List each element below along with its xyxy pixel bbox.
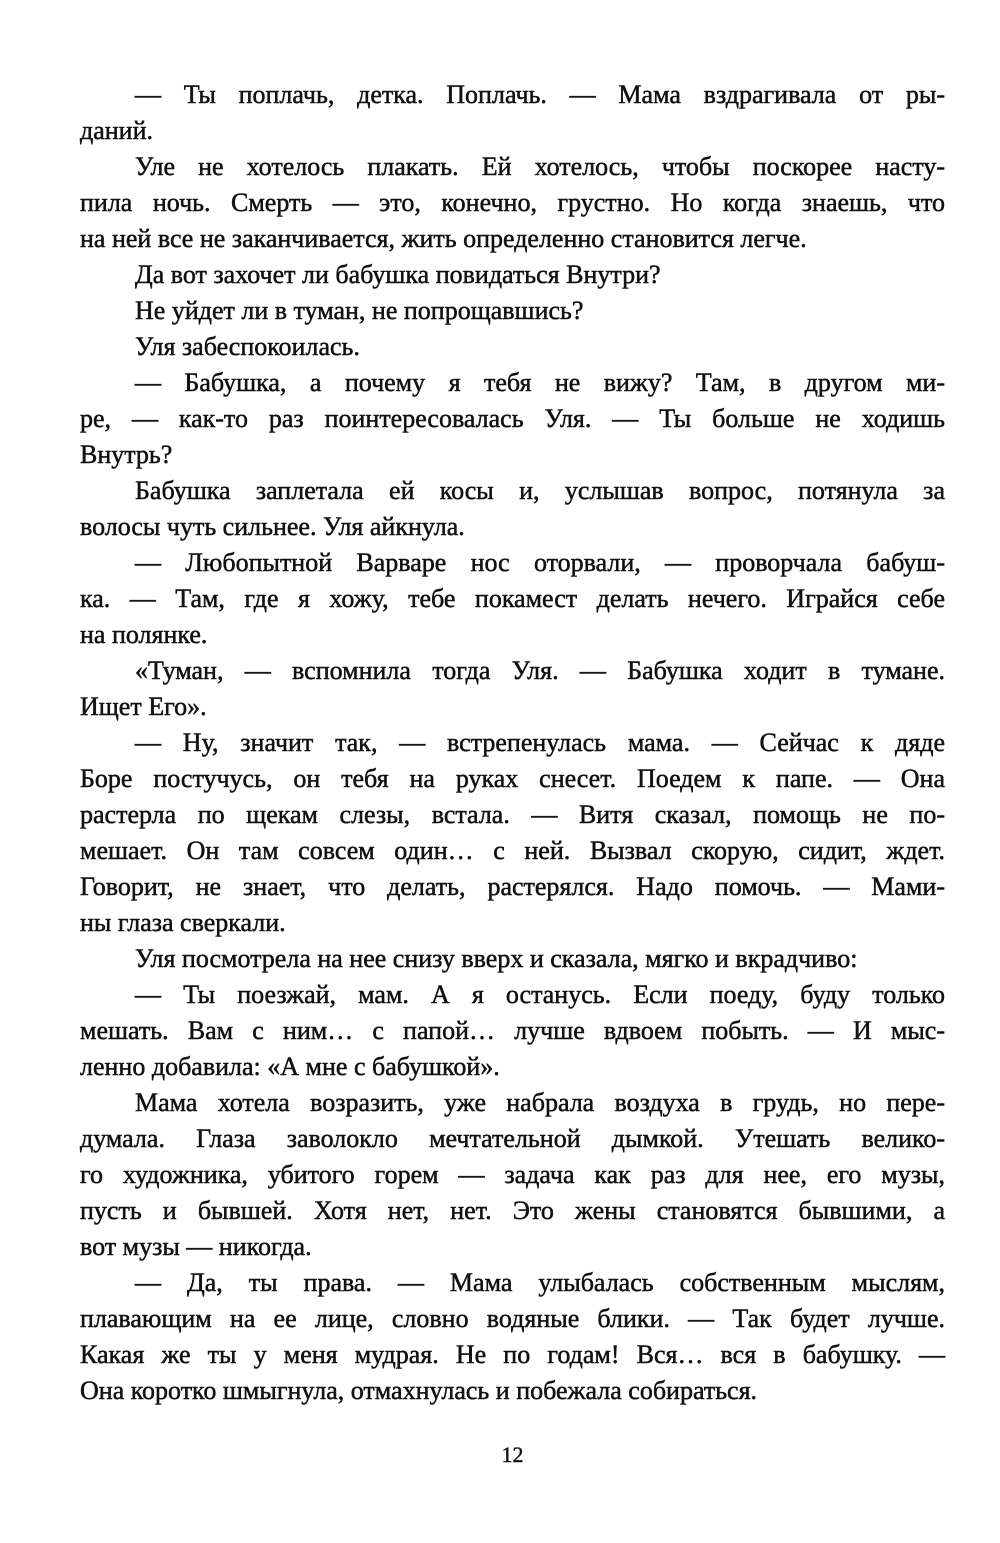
text-line: вот музы — никогда. xyxy=(80,1232,312,1261)
paragraph xyxy=(80,941,945,977)
paragraph xyxy=(80,149,945,257)
text-line: плавающим на ее лице, словно водяные блики. — Так будет лучше. xyxy=(80,1304,945,1333)
text-line: думала. Глаза заволокло мечтательной дымкой. Утешать велико- xyxy=(80,1124,945,1153)
paragraph xyxy=(80,365,945,473)
text-line: Да вот захочет ли бабушка повидаться Внутри? xyxy=(135,260,661,289)
paragraph xyxy=(80,77,945,149)
paragraph xyxy=(80,545,945,653)
text-line: Уля забеспокоилась. xyxy=(135,332,360,361)
paragraph xyxy=(80,725,945,941)
text-line: Какая же ты у меня мудрая. Не по годам! Вся… вся в бабушку. — xyxy=(80,1340,945,1369)
text-line: Уле не хотелось плакать. Ей хотелось, чтобы поскорее насту- xyxy=(135,152,945,181)
text-line: Она коротко шмыгнула, отмахнулась и побежала собираться. xyxy=(80,1376,758,1405)
text-line: на ней все не заканчивается, жить определенно становится легче. xyxy=(80,224,807,253)
paragraph xyxy=(80,1085,945,1265)
text-line: Не уйдет ли в туман, не попрощавшись? xyxy=(135,296,584,325)
text-line: — Любопытной Варваре нос оторвали, — проворчала бабуш- xyxy=(135,548,945,577)
text-line: пила ночь. Смерть — это, конечно, грустно. Но когда знаешь, что xyxy=(80,188,945,217)
text-line: — Бабушка, а почему я тебя не вижу? Там, в другом ми- xyxy=(135,368,945,397)
page-number: 12 xyxy=(501,1442,524,1467)
text-line: Внутрь? xyxy=(80,440,173,469)
text-line: ленно добавила: «А мне с бабушкой». xyxy=(80,1052,500,1081)
text-line: «Туман, — вспомнила тогда Уля. — Бабушка ходит в тумане. xyxy=(135,656,945,685)
text-line: ка. — Там, где я хожу, тебе покамест делать нечего. Играйся себе xyxy=(80,584,945,613)
paragraph xyxy=(80,1265,945,1409)
text-line: — Да, ты права. — Мама улыбалась собственным мыслям, xyxy=(135,1268,945,1297)
text-line: мешать. Вам с ним… с папой… лучше вдвоем побыть. — И мыс- xyxy=(80,1016,945,1045)
text-line: — Ты поезжай, мам. А я останусь. Если поеду, буду только xyxy=(135,980,945,1009)
text-line: го художника, убитого горем — задача как раз для нее, его музы, xyxy=(80,1160,945,1189)
text-line: ре, — как-то раз поинтересовалась Уля. — Ты больше не ходишь xyxy=(80,404,945,433)
text-line: Бабушка заплетала ей косы и, услышав вопрос, потянула за xyxy=(135,476,945,505)
text-line: Говорит, не знает, что делать, растерялся. Надо помочь. — Мами- xyxy=(80,872,945,901)
paragraph xyxy=(80,329,945,365)
text-line: Уля посмотрела на нее снизу вверх и сказала, мягко и вкрадчиво: xyxy=(135,944,858,973)
text-line: мешает. Он там совсем один… с ней. Вызвал скорую, сидит, ждет. xyxy=(80,836,945,865)
text-line: Боре постучусь, он тебя на руках снесет. Поедем к папе. — Она xyxy=(80,764,945,793)
text-line: пусть и бывшей. Хотя нет, нет. Это жены становятся бывшими, а xyxy=(80,1196,945,1225)
text-line: — Ты поплачь, детка. Поплачь. — Мама вздрагивала от ры- xyxy=(135,80,945,109)
page-text xyxy=(80,77,945,1409)
text-line: ны глаза сверкали. xyxy=(80,908,286,937)
text-line: даний. xyxy=(80,116,154,145)
text-line: волосы чуть сильнее. Уля айкнула. xyxy=(80,512,465,541)
paragraph xyxy=(80,977,945,1085)
text-line: Ищет Его». xyxy=(80,692,207,721)
text-line: — Ну, значит так, — встрепенулась мама. — Сейчас к дяде xyxy=(135,728,945,757)
text-line: Мама хотела возразить, уже набрала воздуха в грудь, но пере- xyxy=(135,1088,945,1117)
text-line: растерла по щекам слезы, встала. — Витя сказал, помощь не по- xyxy=(80,800,945,829)
paragraph xyxy=(80,293,945,329)
paragraph xyxy=(80,653,945,725)
paragraph xyxy=(80,257,945,293)
paragraph xyxy=(80,473,945,545)
text-line: на полянке. xyxy=(80,620,208,649)
